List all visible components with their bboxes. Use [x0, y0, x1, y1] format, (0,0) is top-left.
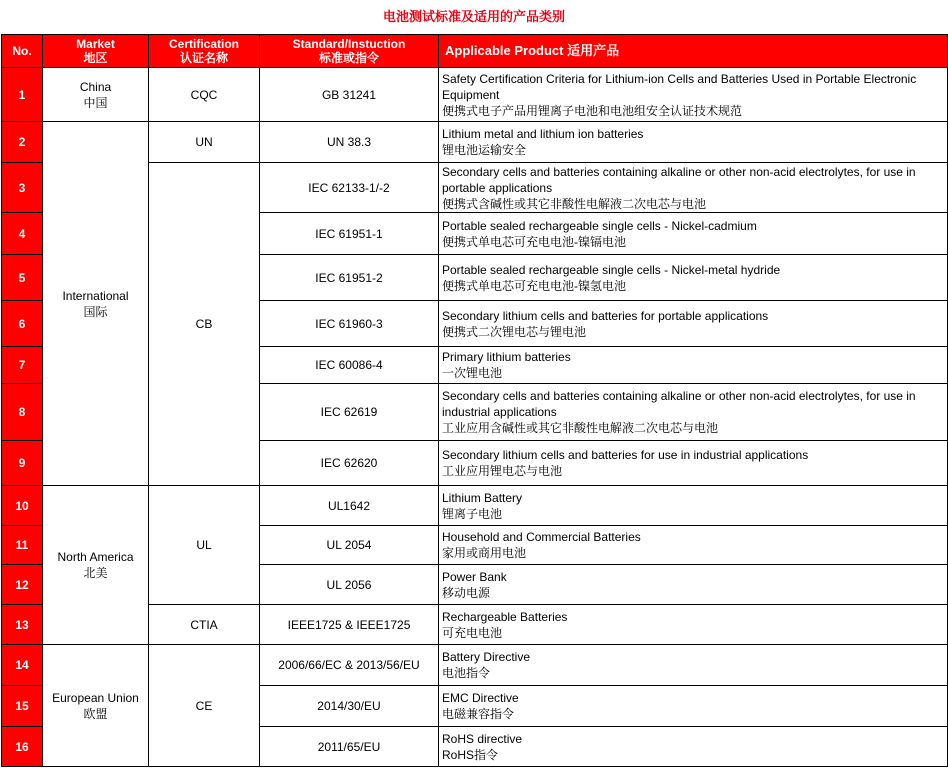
- product-cn: 便携式单电芯可充电电池-镍镉电池: [442, 234, 626, 249]
- row-number: 3: [2, 163, 43, 213]
- market-cell-china: [43, 68, 149, 122]
- product-cn: 锂电池运输安全: [442, 143, 527, 157]
- product-cell: [439, 163, 948, 213]
- product-cn: 便携式二次锂电芯与锂电池: [442, 324, 587, 339]
- standard-cell: IEC 62619: [260, 384, 439, 441]
- product-en: Battery Directive: [442, 650, 531, 664]
- standard-cell: 2011/65/EU: [260, 727, 439, 767]
- product-en: Power Bank: [442, 569, 507, 584]
- header-market-en: Market: [76, 37, 115, 51]
- table-row: [2, 122, 948, 163]
- market-cn: 北美: [83, 566, 108, 580]
- product-en: RoHS directive: [442, 731, 523, 746]
- header-no: No.: [2, 35, 43, 68]
- product-cell: [439, 347, 948, 384]
- product-cn: 一次锂电池: [442, 366, 503, 380]
- row-number: 11: [2, 526, 43, 565]
- product-cn: 工业应用含碱性或其它非酸性电解液二次电芯与电池: [442, 421, 719, 435]
- product-cell: [439, 486, 948, 526]
- header-cert-en: Certification: [168, 37, 239, 51]
- product-cell: [439, 526, 948, 565]
- cert-cell: UN: [149, 122, 260, 163]
- row-number: 10: [2, 486, 43, 526]
- row-number: 14: [2, 645, 43, 686]
- row-number: 2: [2, 122, 43, 163]
- header-certification: [149, 35, 260, 68]
- cert-cell: UL: [149, 486, 260, 605]
- product-cn: 家用或商用电池: [442, 546, 527, 560]
- row-number: 13: [2, 605, 43, 645]
- product-cn: 电磁兼容指令: [442, 707, 515, 721]
- market-cn: 中国: [83, 95, 108, 110]
- product-cn: RoHS指令: [442, 747, 499, 762]
- row-number: 9: [2, 441, 43, 486]
- product-cell: [439, 384, 948, 441]
- product-cell: [439, 645, 948, 686]
- product-en: Secondary cells and batteries containing alkaline or other non-acid electrolytes, for use in portable applications: [442, 164, 916, 195]
- market-cn: 国际: [83, 304, 108, 319]
- market-cell-international: [43, 122, 149, 486]
- table-row: [2, 68, 948, 122]
- cert-cell: CTIA: [149, 605, 260, 645]
- table-row: [2, 486, 948, 526]
- standard-cell: GB 31241: [260, 68, 439, 122]
- product-cn: 移动电源: [442, 585, 491, 600]
- cert-cell: CB: [149, 163, 260, 486]
- market-cell-north-america: [43, 486, 149, 645]
- header-std-cn: 标准或指令: [318, 51, 379, 65]
- product-en: Portable sealed rechargeable single cells - Nickel-metal hydride: [442, 262, 781, 277]
- row-number: 16: [2, 727, 43, 767]
- product-cn: 锂离子电池: [442, 506, 503, 521]
- cert-cell: CE: [149, 645, 260, 767]
- product-cn: 电池指令: [442, 666, 491, 680]
- header-standard: [260, 35, 439, 68]
- standard-cell: IEC 60086-4: [260, 347, 439, 384]
- product-cell: [439, 605, 948, 645]
- product-cell: [439, 68, 948, 122]
- row-number: 12: [2, 565, 43, 605]
- product-en: Secondary cells and batteries containing alkaline or other non-acid electrolytes, for use in industrial applications: [442, 389, 916, 419]
- standard-cell: IEC 62133-1/-2: [260, 163, 439, 213]
- standard-cell: 2006/66/EC & 2013/56/EU: [260, 645, 439, 686]
- product-cell: [439, 255, 948, 301]
- product-cell: [439, 213, 948, 255]
- header-row: [2, 35, 948, 68]
- battery-standards-table: [1, 34, 948, 767]
- product-en: Safety Certification Criteria for Lithium-ion Cells and Batteries Used in Portable Electronic Equipment: [442, 71, 917, 102]
- product-en: Secondary lithium cells and batteries for use in industrial applications: [442, 448, 809, 462]
- standard-cell: IEC 61951-1: [260, 213, 439, 255]
- market-cell-eu: [43, 645, 149, 767]
- market-cn: 欧盟: [83, 706, 108, 721]
- row-number: 6: [2, 301, 43, 347]
- row-number: 1: [2, 68, 43, 122]
- product-cn: 工业应用锂电芯与电池: [442, 464, 563, 478]
- product-en: Household and Commercial Batteries: [442, 530, 641, 544]
- row-number: 8: [2, 384, 43, 441]
- standard-cell: UL 2056: [260, 565, 439, 605]
- market-en: European Union: [52, 690, 139, 705]
- header-std-en: Standard/Instuction: [292, 37, 406, 51]
- market-en: North America: [57, 550, 134, 564]
- market-en: China: [79, 79, 112, 94]
- standard-cell: 2014/30/EU: [260, 686, 439, 727]
- table-title: 电池测试标准及适用的产品类别: [382, 9, 565, 24]
- standard-cell: IEC 61951-2: [260, 255, 439, 301]
- product-cn: 便携式含碱性或其它非酸性电解液二次电芯与电池: [442, 196, 707, 211]
- market-en: International: [62, 288, 129, 303]
- product-en: EMC Directive: [442, 691, 519, 705]
- product-cell: [439, 441, 948, 486]
- standard-cell: IEEE1725 & IEEE1725: [260, 605, 439, 645]
- product-cell: [439, 565, 948, 605]
- cert-cell: CQC: [149, 68, 260, 122]
- row-number: 15: [2, 686, 43, 727]
- standard-cell: IEC 62620: [260, 441, 439, 486]
- product-cell: [439, 686, 948, 727]
- product-cell: [439, 301, 948, 347]
- header-market-cn: 地区: [83, 51, 108, 65]
- standard-cell: IEC 61960-3: [260, 301, 439, 347]
- header-product: Applicable Product 适用产品: [439, 35, 948, 68]
- product-cn: 便携式电子产品用锂离子电池和电池组安全认证技术规范: [442, 103, 743, 118]
- standard-cell: UL 2054: [260, 526, 439, 565]
- product-en: Portable sealed rechargeable single cells - Nickel-cadmium: [442, 218, 757, 233]
- product-en: Rechargeable Batteries: [442, 609, 568, 624]
- header-cert-cn: 认证名称: [179, 51, 228, 65]
- table-row: [2, 645, 948, 686]
- row-number: 7: [2, 347, 43, 384]
- standard-cell: UL1642: [260, 486, 439, 526]
- standard-cell: UN 38.3: [260, 122, 439, 163]
- product-cn: 可充电电池: [442, 625, 503, 640]
- product-en: Lithium metal and lithium ion batteries: [442, 127, 644, 141]
- row-number: 5: [2, 255, 43, 301]
- product-cell: [439, 727, 948, 767]
- row-number: 4: [2, 213, 43, 255]
- product-en: Lithium Battery: [442, 490, 523, 505]
- product-cell: [439, 122, 948, 163]
- product-cn: 便携式单电芯可充电电池-镍氢电池: [442, 278, 626, 293]
- header-market: [43, 35, 149, 68]
- product-en: Secondary lithium cells and batteries for portable applications: [442, 308, 769, 323]
- product-en: Primary lithium batteries: [442, 350, 571, 364]
